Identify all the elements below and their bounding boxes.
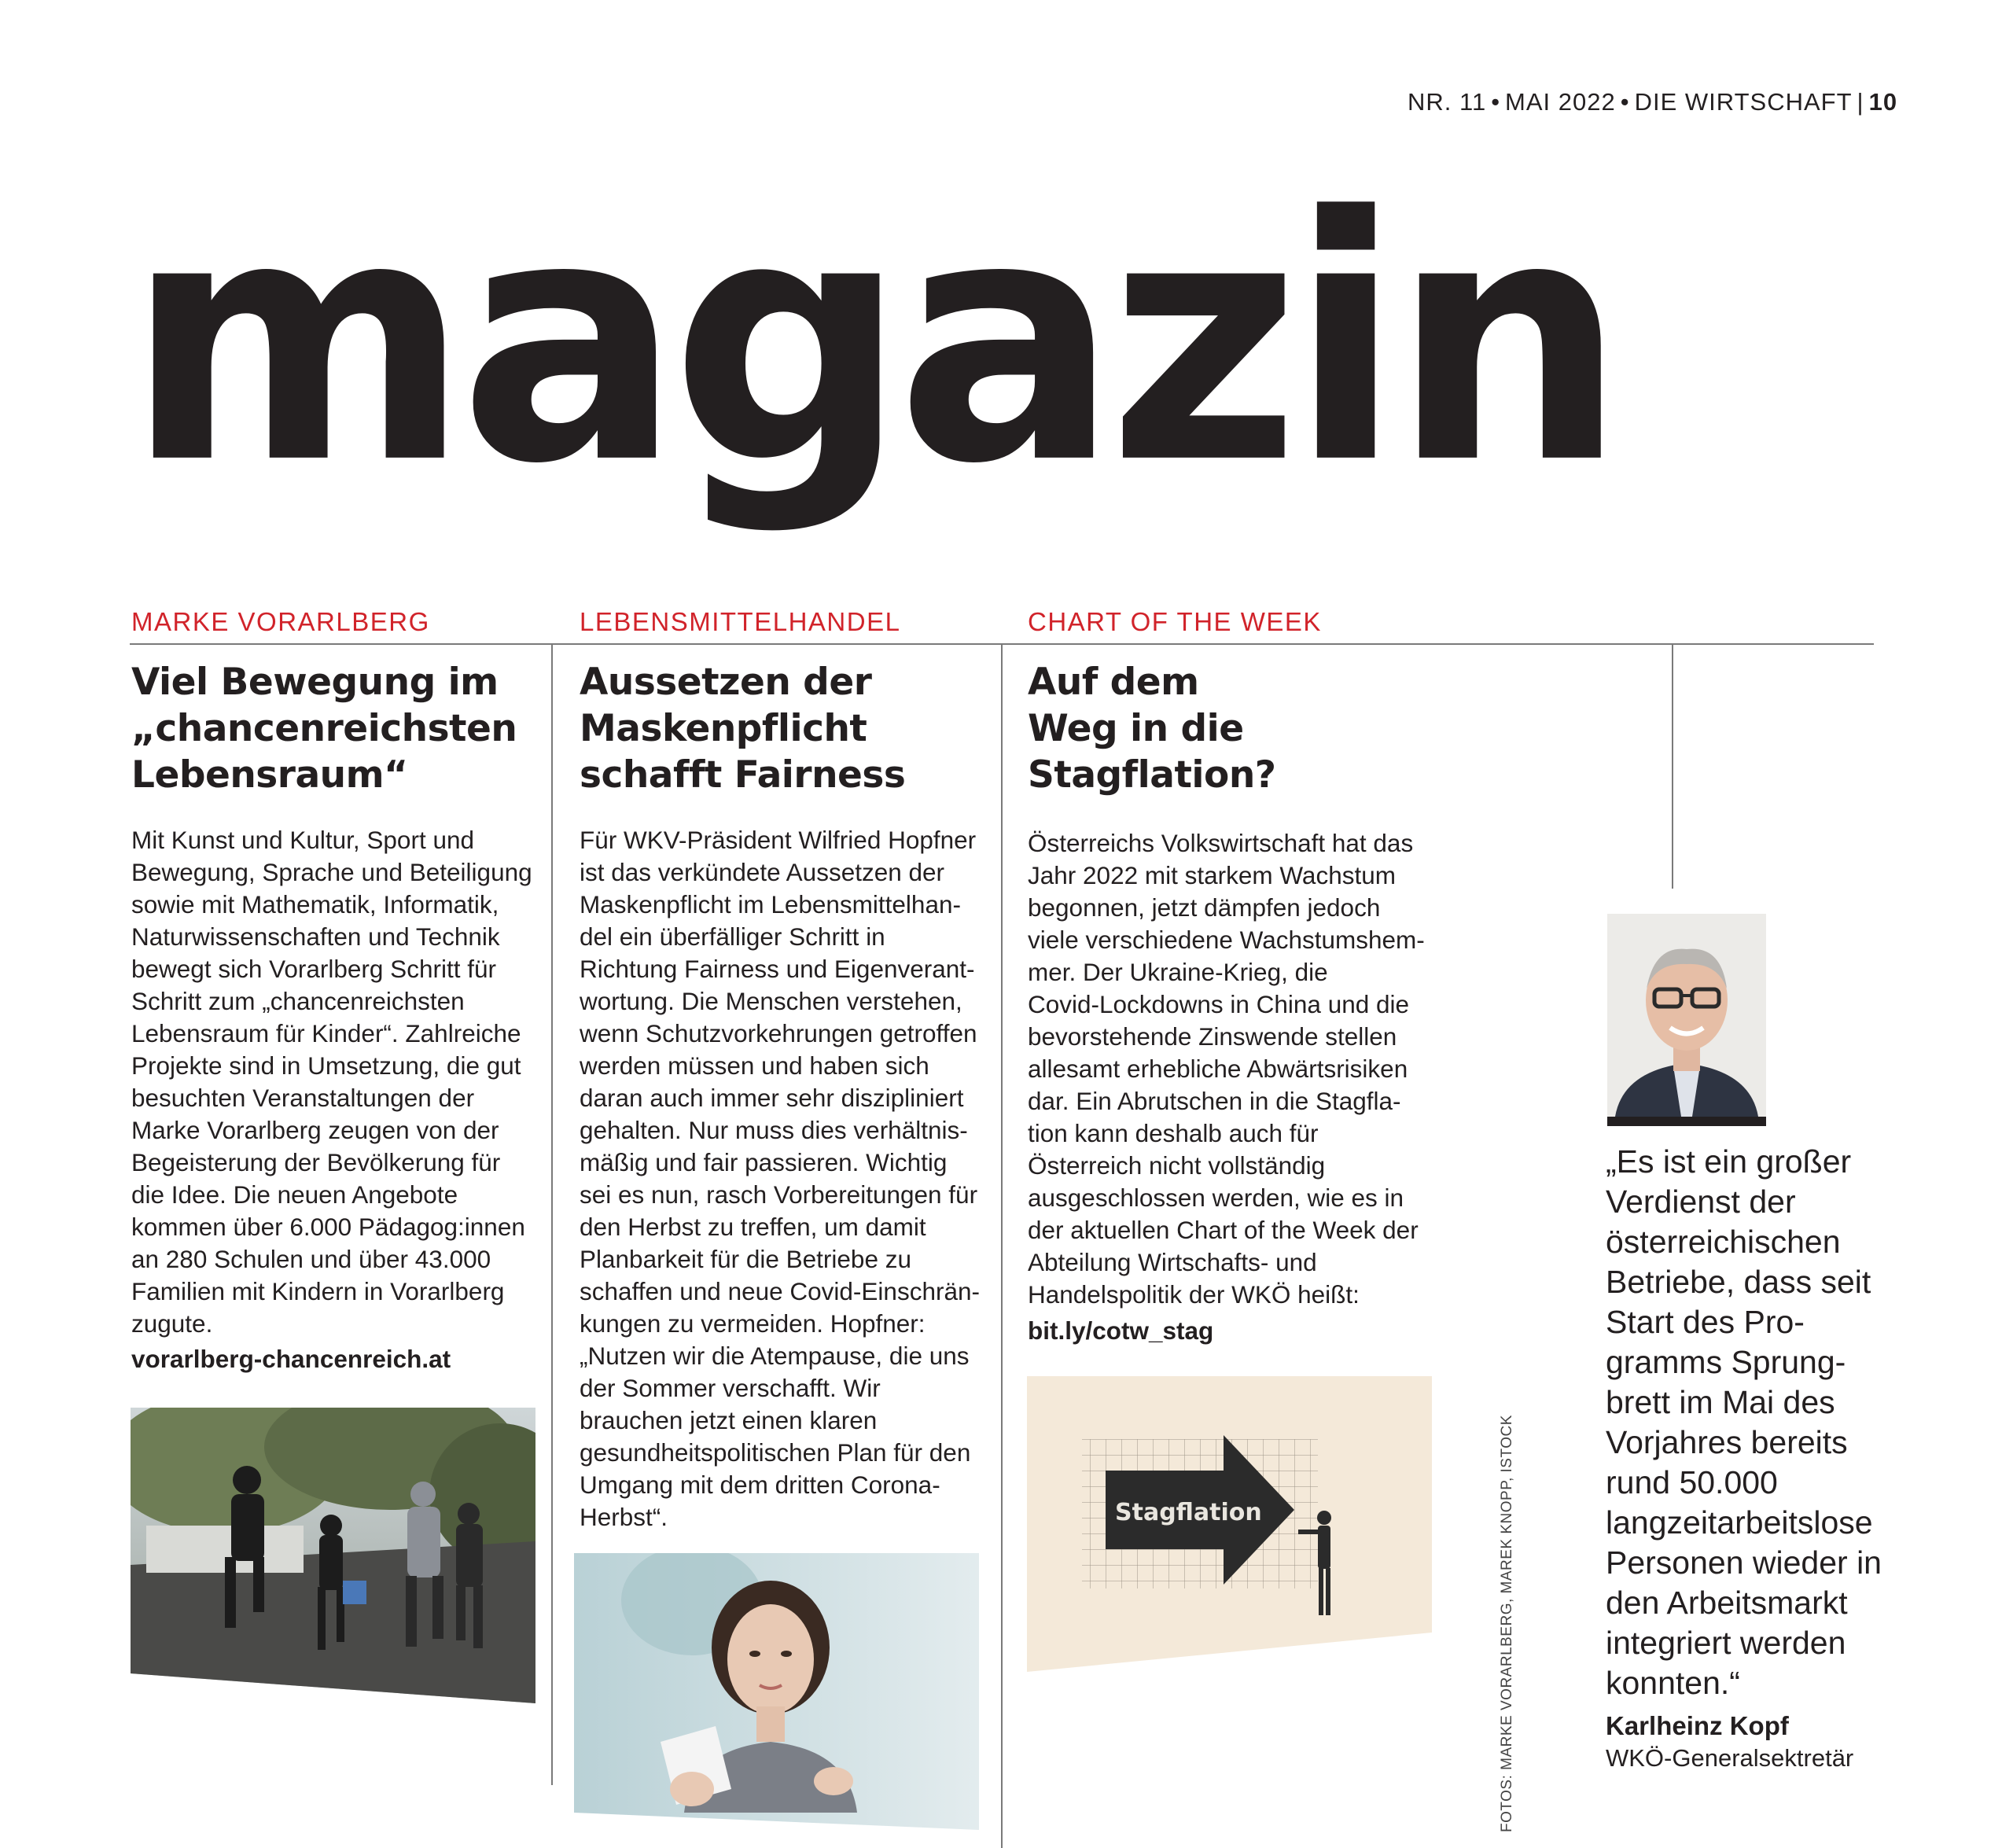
headline-stagflation: Auf dem Weg in die Stagflation? <box>1028 661 1276 797</box>
article-body-marke-vorarlberg: Mit Kunst und Kultur, Sport und Bewegung, Sprache und Beteiligung sowie mit Mathematik, Informatik, Naturwissenschaften und Technik bewegt sich Vorarlberg Schritt für Schritt zum „chancenreichsten Lebensraum für Kinder“. Zahlreiche Projekte sind in Umsetzung, die gut besuchten Veranstaltungen der Marke Vorarlberg zeugen von der Begeisterung der Bevölkerung für die Idee. Die neuen Angebote kommen über 6.000 Pädagog:innen an 280 Schulen und über 43.000 Familien mit Kindern in Vorarlberg zugute. <box>131 826 532 1338</box>
illustration-stagflation-arrow <box>1027 1376 1432 1672</box>
column-divider-1 <box>551 643 553 1785</box>
kicker-chart-of-the-week: CHART OF THE WEEK <box>1028 607 1322 636</box>
portrait-karlheinz-kopf <box>1607 914 1766 1126</box>
headline-viel-bewegung: Viel Bewegung im „chancenreichsten Lebensraum“ <box>131 661 517 797</box>
headline-maskenpflicht: Aussetzen der Maskenpflicht schafft Fairness <box>580 661 906 797</box>
page-number: 10 <box>1868 88 1898 116</box>
page-header: NR. 11 • MAI 2022 • DIE WIRTSCHAFT | 10 <box>1408 88 1898 116</box>
photo-running-group <box>131 1408 535 1703</box>
publication-name: DIE WIRTSCHAFT <box>1634 88 1853 116</box>
link-vorarlberg-chancenreich[interactable]: vorarlberg-chancenreich.at <box>131 1345 451 1373</box>
link-bit-ly-cotw-stag[interactable]: bit.ly/cotw_stag <box>1028 1316 1214 1345</box>
column-divider-2 <box>1001 643 1003 1848</box>
issue-number: NR. 11 <box>1408 88 1487 116</box>
photo-credit: FOTOS: MARKE VORARLBERG, MAREK KNOPP, ISTOCK <box>1499 1415 1515 1832</box>
pull-quote: „Es ist ein großer Verdienst der österreichischen Betriebe, dass seit Start des Pro- gramms Sprung- brett im Mai des Vorjahres bereits rund 50.000 langzeitarbeitslose Personen wieder in den Arbeitsmarkt integriert werden konnten.“ <box>1606 1143 1882 1701</box>
quote-author-name: Karlheinz Kopf <box>1606 1711 1789 1740</box>
kicker-marke-vorarlberg: MARKE VORARLBERG <box>131 607 430 636</box>
illustration-label: Stagflation <box>1115 1499 1262 1526</box>
kicker-lebensmittelhandel: LEBENSMITTELHANDEL <box>580 607 901 636</box>
column-divider-3 <box>1672 643 1673 889</box>
article-body-lebensmittelhandel: Für WKV-Präsident Wilfried Hopfner ist das verkündete Aussetzen der Maskenpflicht im Lebensmittelhan- del ein überfälliger Schritt in Richtung Fairness und Eigenverant- wortung. Die Menschen verstehen, wenn Schutzvorkehrungen getroffen werden müssen und haben sich daran auch immer sehr diszipliniert gehalten. Nur muss dies verhältnis- mäßig und fair passieren. Wichtig sei es nun, rasch Vorbereitungen für den Herbst zu treffen, um damit Planbarkeit für die Betriebe zu schaffen und neue Covid-Einschrän- kungen zu vermeiden. Hopfner: „Nutzen wir die Atempause, die uns der Sommer verschafft. Wir brauchen jetzt einen klaren gesundheitspolitischen Plan für den Umgang mit dem dritten Corona- Herbst“. <box>580 826 980 1531</box>
article-body-chart-of-the-week: Österreichs Volkswirtschaft hat das Jahr 2022 mit starkem Wachstum begonnen, jetzt dämpfen jedoch viele verschiedene Wachstumshem- mer. Der Ukraine-Krieg, die Covid-Lockdowns in China und die bevorstehende Zinswende stellen allesamt erhebliche Abwärtsrisiken dar. Ein Abrutschen in die Stagfla- tion kann deshalb auch für Österreich nicht vollständig ausgeschlossen werden, wie es in der aktuellen Chart of the Week der Abteilung Wirtschafts- und Handelspolitik der WKÖ heißt: <box>1028 829 1425 1309</box>
quote-author-role: WKÖ-Generalsektretär <box>1606 1744 1854 1772</box>
photo-woman-with-mask <box>574 1553 979 1830</box>
issue-date: MAI 2022 <box>1505 88 1616 116</box>
masthead-title: magazin <box>126 145 1616 538</box>
